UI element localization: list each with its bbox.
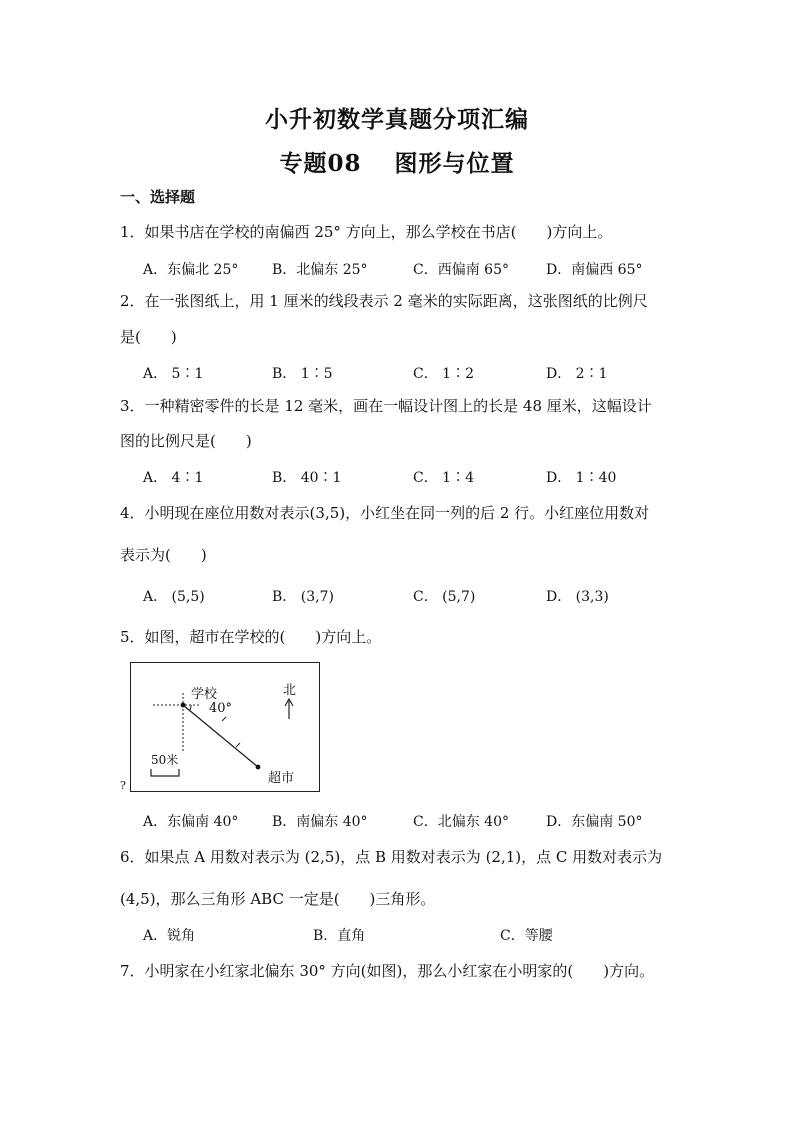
- north-label: 北: [283, 683, 297, 698]
- direction-diagram: [130, 662, 320, 792]
- scale-label: 50米: [151, 753, 179, 767]
- question-2-line-1: 2．在一张图纸上，用 1 厘米的线段表示 2 毫米的实际距离，这张图纸的比例尺: [120, 292, 648, 310]
- line-tick-1: [222, 717, 226, 721]
- diagram-mark: ?: [120, 779, 126, 792]
- question-3-line-1: 3．一种精密零件的长是 12 毫米，画在一幅设计图上的长是 48 厘米，这幅设计: [120, 397, 652, 415]
- q3-option-c[interactable]: C． 1∶4: [413, 470, 474, 486]
- line-tick-2: [236, 743, 240, 747]
- angle-arc: [189, 705, 191, 711]
- page-title: 小升初数学真题分项汇编: [265, 106, 529, 133]
- question-3-line-2: 图的比例尺是( ): [120, 432, 252, 450]
- q4-option-d[interactable]: D． (3,3): [546, 589, 609, 605]
- question-4-line-1: 4．小明现在座位用数对表示(3,5)，小红坐在同一列的后 2 行。小红座位用数对: [120, 504, 650, 522]
- q1-option-b[interactable]: B．北偏东 25°: [272, 262, 368, 278]
- q4-option-b[interactable]: B． (3,7): [272, 589, 334, 605]
- section-heading: 一、选择题: [120, 188, 196, 206]
- question-6-line-1: 6．如果点 A 用数对表示为 (2,5)，点 B 用数对表示为 (2,1)，点 C 用数对表示为: [120, 848, 663, 866]
- q4-option-c[interactable]: C． (5,7): [413, 589, 476, 605]
- question-1-line-1: 1．如果书店在学校的南偏西 25° 方向上，那么学校在书店( )方向上。: [120, 223, 613, 241]
- q1-option-c[interactable]: C．西偏南 65°: [413, 262, 509, 278]
- market-label: 超市: [268, 771, 295, 786]
- school-label: 学校: [191, 687, 218, 702]
- q5-option-b[interactable]: B．南偏东 40°: [272, 814, 368, 830]
- q2-option-c[interactable]: C． 1∶2: [413, 366, 474, 382]
- q3-option-b[interactable]: B． 40∶1: [272, 470, 342, 486]
- q2-option-b[interactable]: B． 1∶5: [272, 366, 333, 382]
- question-5-line-1: 5．如图，超市在学校的( )方向上。: [120, 628, 382, 646]
- q6-option-c[interactable]: C．等腰: [500, 928, 553, 944]
- question-4-line-2: 表示为( ): [120, 546, 207, 564]
- angle-label: 40°: [209, 701, 233, 716]
- q1-option-d[interactable]: D．南偏西 65°: [546, 262, 643, 278]
- q2-option-a[interactable]: A． 5∶1: [143, 366, 204, 382]
- q5-option-d[interactable]: D．东偏南 50°: [546, 814, 643, 830]
- page-subtitle: 专题08 图形与位置: [279, 150, 515, 177]
- q3-option-d[interactable]: D． 1∶40: [546, 470, 617, 486]
- question-2-line-2: 是( ): [120, 328, 177, 346]
- q1-option-a[interactable]: A．东偏北 25°: [143, 262, 239, 278]
- q5-option-a[interactable]: A．东偏南 40°: [143, 814, 239, 830]
- q6-option-b[interactable]: B．直角: [313, 928, 366, 944]
- q2-option-d[interactable]: D． 2∶1: [546, 366, 608, 382]
- school-point: [181, 703, 186, 708]
- q3-option-a[interactable]: A． 4∶1: [143, 470, 204, 486]
- q6-option-a[interactable]: A．锐角: [143, 928, 196, 944]
- q5-option-c[interactable]: C．北偏东 40°: [413, 814, 509, 830]
- question-6-line-2: (4,5)，那么三角形 ABC 一定是( )三角形。: [120, 890, 436, 908]
- q4-option-a[interactable]: A． (5,5): [143, 589, 205, 605]
- market-point: [256, 765, 261, 770]
- question-7-line-1: 7．小明家在小红家北偏东 30° 方向(如图)，那么小红家在小明家的( )方向。: [120, 962, 655, 980]
- scale-bar: [151, 769, 179, 776]
